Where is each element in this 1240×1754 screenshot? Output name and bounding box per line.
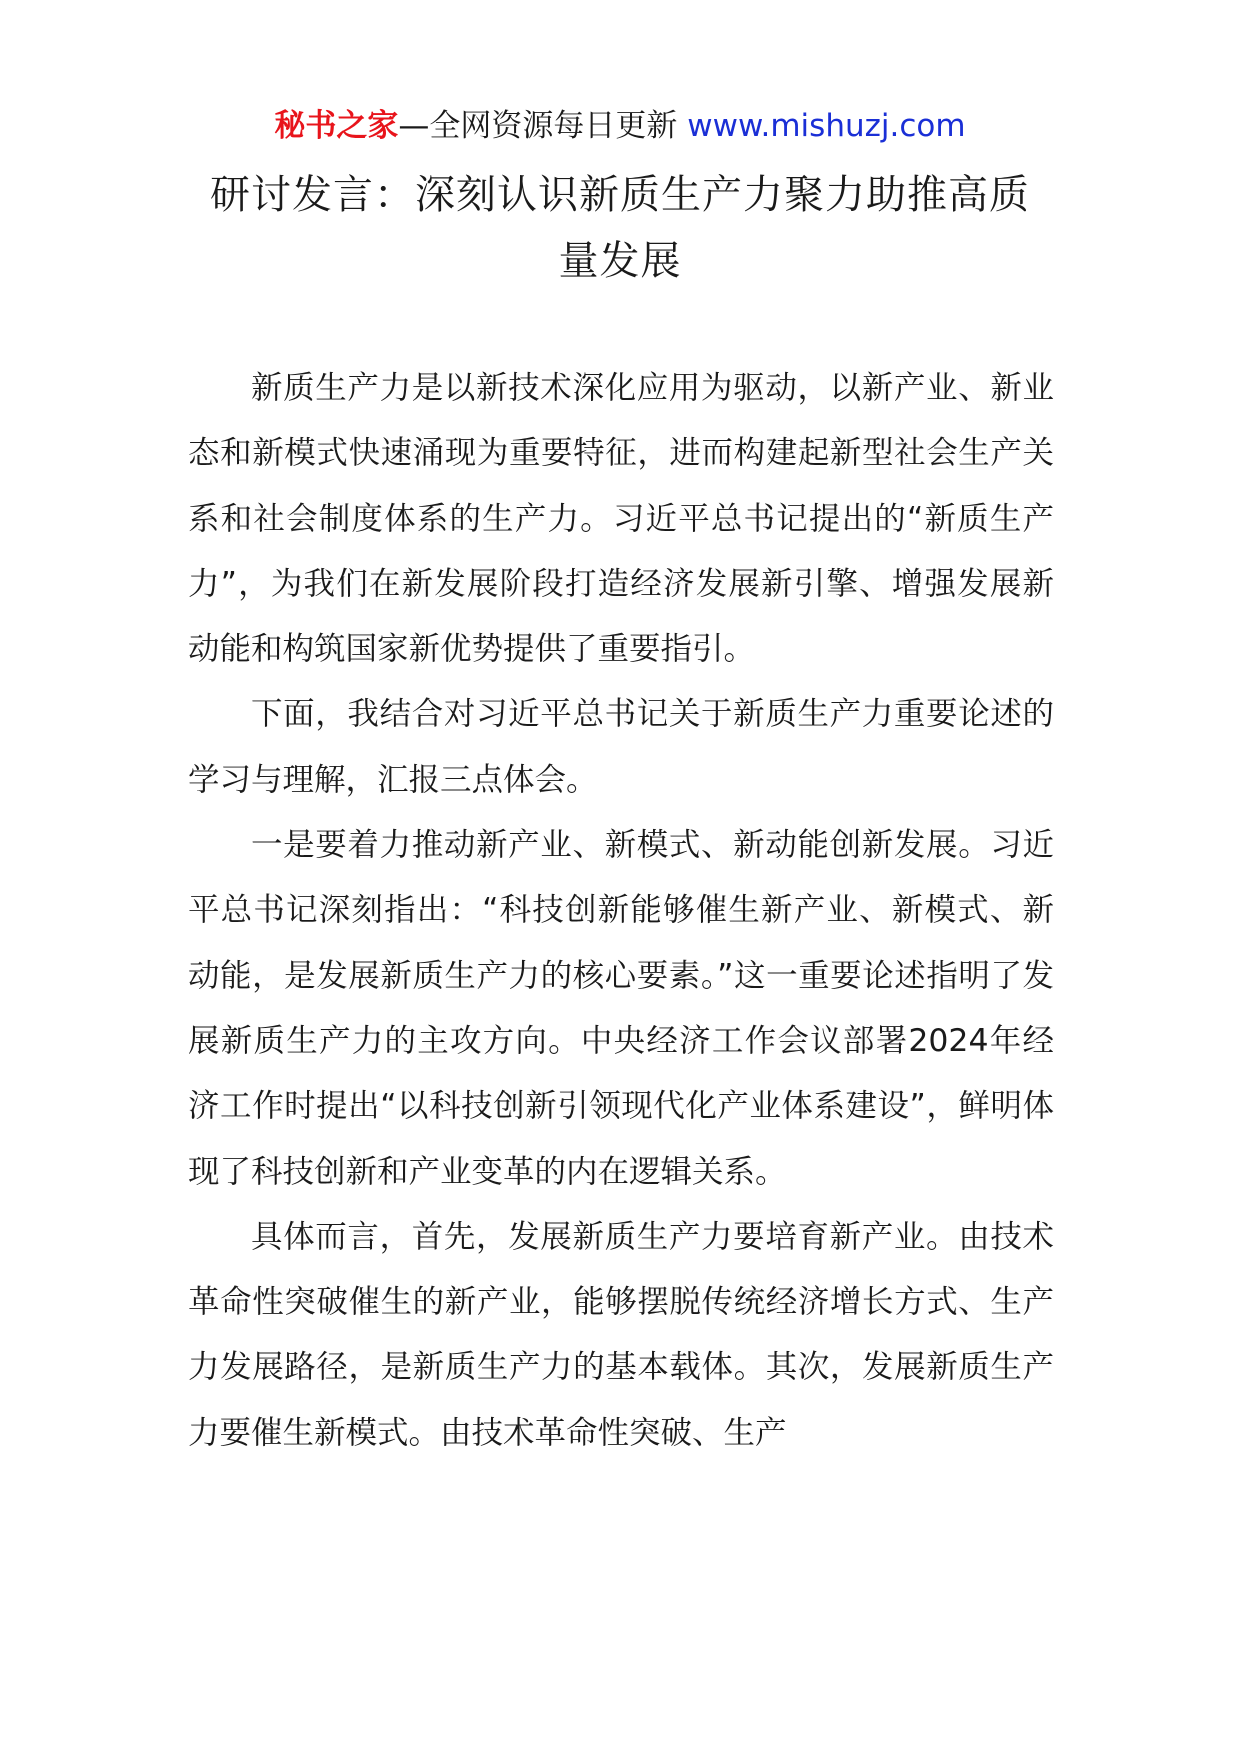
document-title: 研讨发言：深刻认识新质生产力聚力助推高质量发展 <box>210 172 1030 284</box>
paragraph-1: 新质生产力是以新技术深化应用为驱动，以新产业、新业态和新模式快速涌现为重要特征，进而构建起新型社会生产关系和社会制度体系的生产力。习近平总书记提出的“新质生产力”，为我们在新发展阶段打造经济发展新引擎、增强发展新动能和构筑国家新优势提供了重要指引。 <box>188 370 1054 668</box>
site-brand: 秘书之家 <box>274 108 399 144</box>
paragraph-4: 具体而言，首先，发展新质生产力要培育新产业。由技术革命性突破催生的新产业，能够摆脱传统经济增长方式、生产力发展路径，是新质生产力的基本载体。其次，发展新质生产力要催生新模式。由技术革命性突破、生产 <box>188 1218 1054 1451</box>
document-body <box>188 356 1054 1466</box>
site-tagline: —全网资源每日更新 <box>398 108 688 144</box>
paragraph-3: 一是要着力推动新产业、新模式、新动能创新发展。习近平总书记深刻指出：“科技创新能够催生新产业、新模式、新动能，是发展新质生产力的核心要素。”这一重要论述指明了发展新质生产力的主攻方向。中央经济工作会议部署2024年经济工作时提出“以科技创新引领现代化产业体系建设”，鲜明体现了科技创新和产业变革的内在逻辑关系。 <box>188 827 1054 1190</box>
site-header <box>0 104 1240 148</box>
site-url-link[interactable]: www.mishuzj.com <box>687 108 966 144</box>
paragraph-2: 下面，我结合对习近平总书记关于新质生产力重要论述的学习与理解，汇报三点体会。 <box>188 696 1054 798</box>
